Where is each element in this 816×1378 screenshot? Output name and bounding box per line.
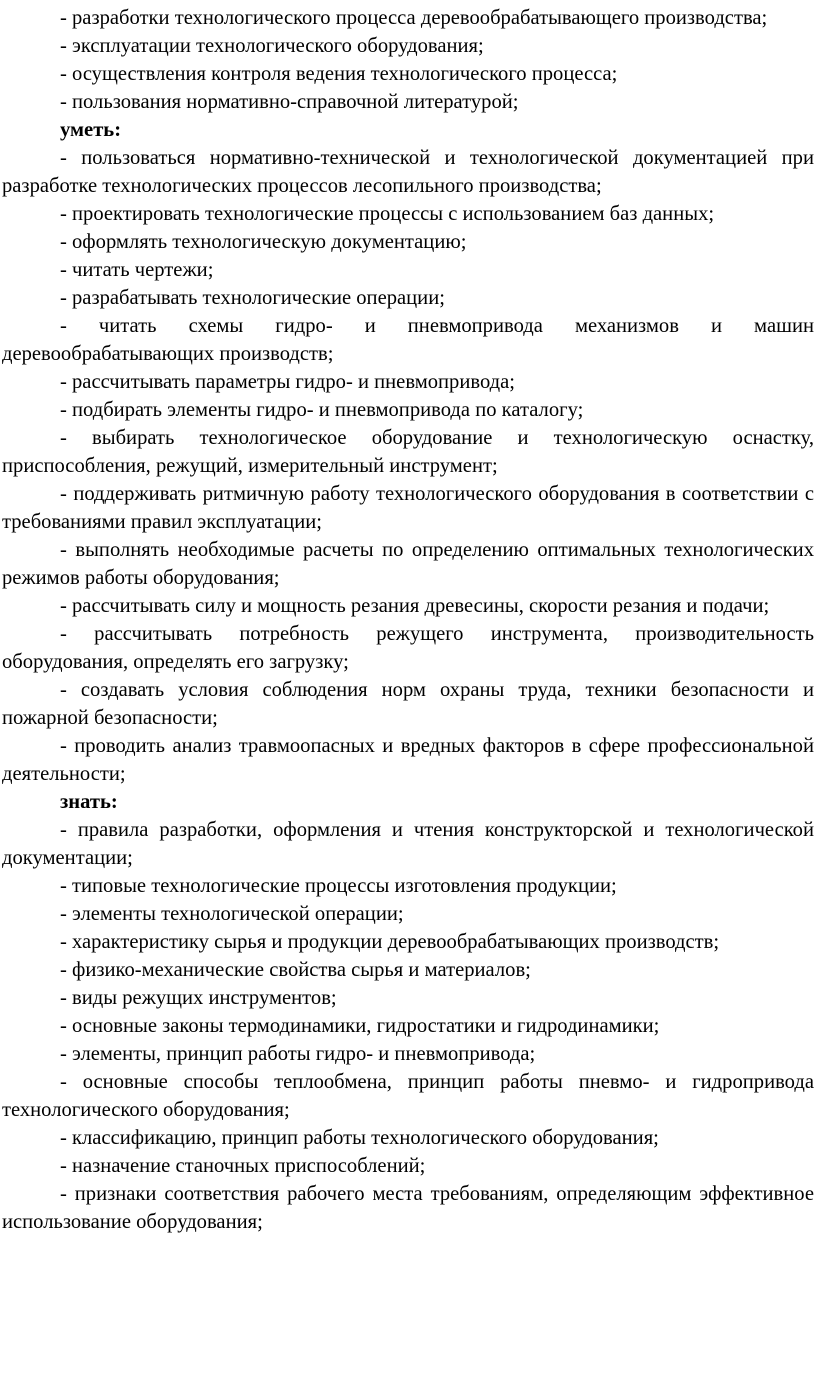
list-item: - элементы технологической операции; <box>60 903 404 925</box>
list-item: - подбирать элементы гидро- и пневмопривода по каталогу; <box>60 399 584 421</box>
list-item: - характеристику сырья и продукции деревообрабатывающих производств; <box>60 931 720 953</box>
list-item: - основные законы термодинамики, гидростатики и гидродинамики; <box>60 1015 660 1037</box>
list-item: - читать чертежи; <box>60 259 214 281</box>
list-item: - эксплуатации технологического оборудования; <box>60 35 484 57</box>
list-item: - пользоваться нормативно-технической и технологической документацией при разработке технологических процессов лесопильного производства; <box>2 147 814 197</box>
list-item: - разрабатывать технологические операции; <box>60 287 445 309</box>
list-item: - оформлять технологическую документацию; <box>60 231 467 253</box>
list-item: - создавать условия соблюдения норм охраны труда, техники безопасности и пожарной безопасности; <box>2 679 814 729</box>
document-body <box>2 4 814 1236</box>
list-item: - пользования нормативно-справочной литературой; <box>60 91 519 113</box>
section-heading: знать: <box>60 791 118 813</box>
list-item: - типовые технологические процессы изготовления продукции; <box>60 875 617 897</box>
list-item: - выбирать технологическое оборудование и технологическую оснастку, приспособления, режущий, измерительный инструмент; <box>2 427 814 477</box>
list-item: - проводить анализ травмоопасных и вредных факторов в сфере профессиональной деятельности; <box>2 735 814 785</box>
list-item: - поддерживать ритмичную работу технологического оборудования в соответствии с требованиями правил эксплуатации; <box>2 483 814 533</box>
list-item: - выполнять необходимые расчеты по определению оптимальных технологических режимов работы оборудования; <box>2 539 814 589</box>
list-item: - рассчитывать параметры гидро- и пневмопривода; <box>60 371 515 393</box>
list-item: - виды режущих инструментов; <box>60 987 337 1009</box>
list-item: - признаки соответствия рабочего места требованиям, определяющим эффективное использование оборудования; <box>2 1183 814 1233</box>
list-item: - физико-механические свойства сырья и материалов; <box>60 959 531 981</box>
list-item: - основные способы теплообмена, принцип работы пневмо- и гидропривода технологического оборудования; <box>2 1071 814 1121</box>
list-item: - правила разработки, оформления и чтения конструкторской и технологической документации; <box>2 819 814 869</box>
list-item: - осуществления контроля ведения технологического процесса; <box>60 63 618 85</box>
section-heading: уметь: <box>60 119 122 141</box>
list-item: - проектировать технологические процессы с использованием баз данных; <box>60 203 715 225</box>
list-item: - рассчитывать потребность режущего инструмента, производительность оборудования, определять его загрузку; <box>2 623 814 673</box>
list-item: - рассчитывать силу и мощность резания древесины, скорости резания и подачи; <box>60 595 770 617</box>
list-item: - назначение станочных приспособлений; <box>60 1155 426 1177</box>
list-item: - классификацию, принцип работы технологического оборудования; <box>60 1127 659 1149</box>
list-item: - элементы, принцип работы гидро- и пневмопривода; <box>60 1043 536 1065</box>
list-item: - разработки технологического процесса деревообрабатывающего производства; <box>60 7 768 29</box>
list-item: - читать схемы гидро- и пневмопривода механизмов и машин деревообрабатывающих производств; <box>2 315 814 365</box>
